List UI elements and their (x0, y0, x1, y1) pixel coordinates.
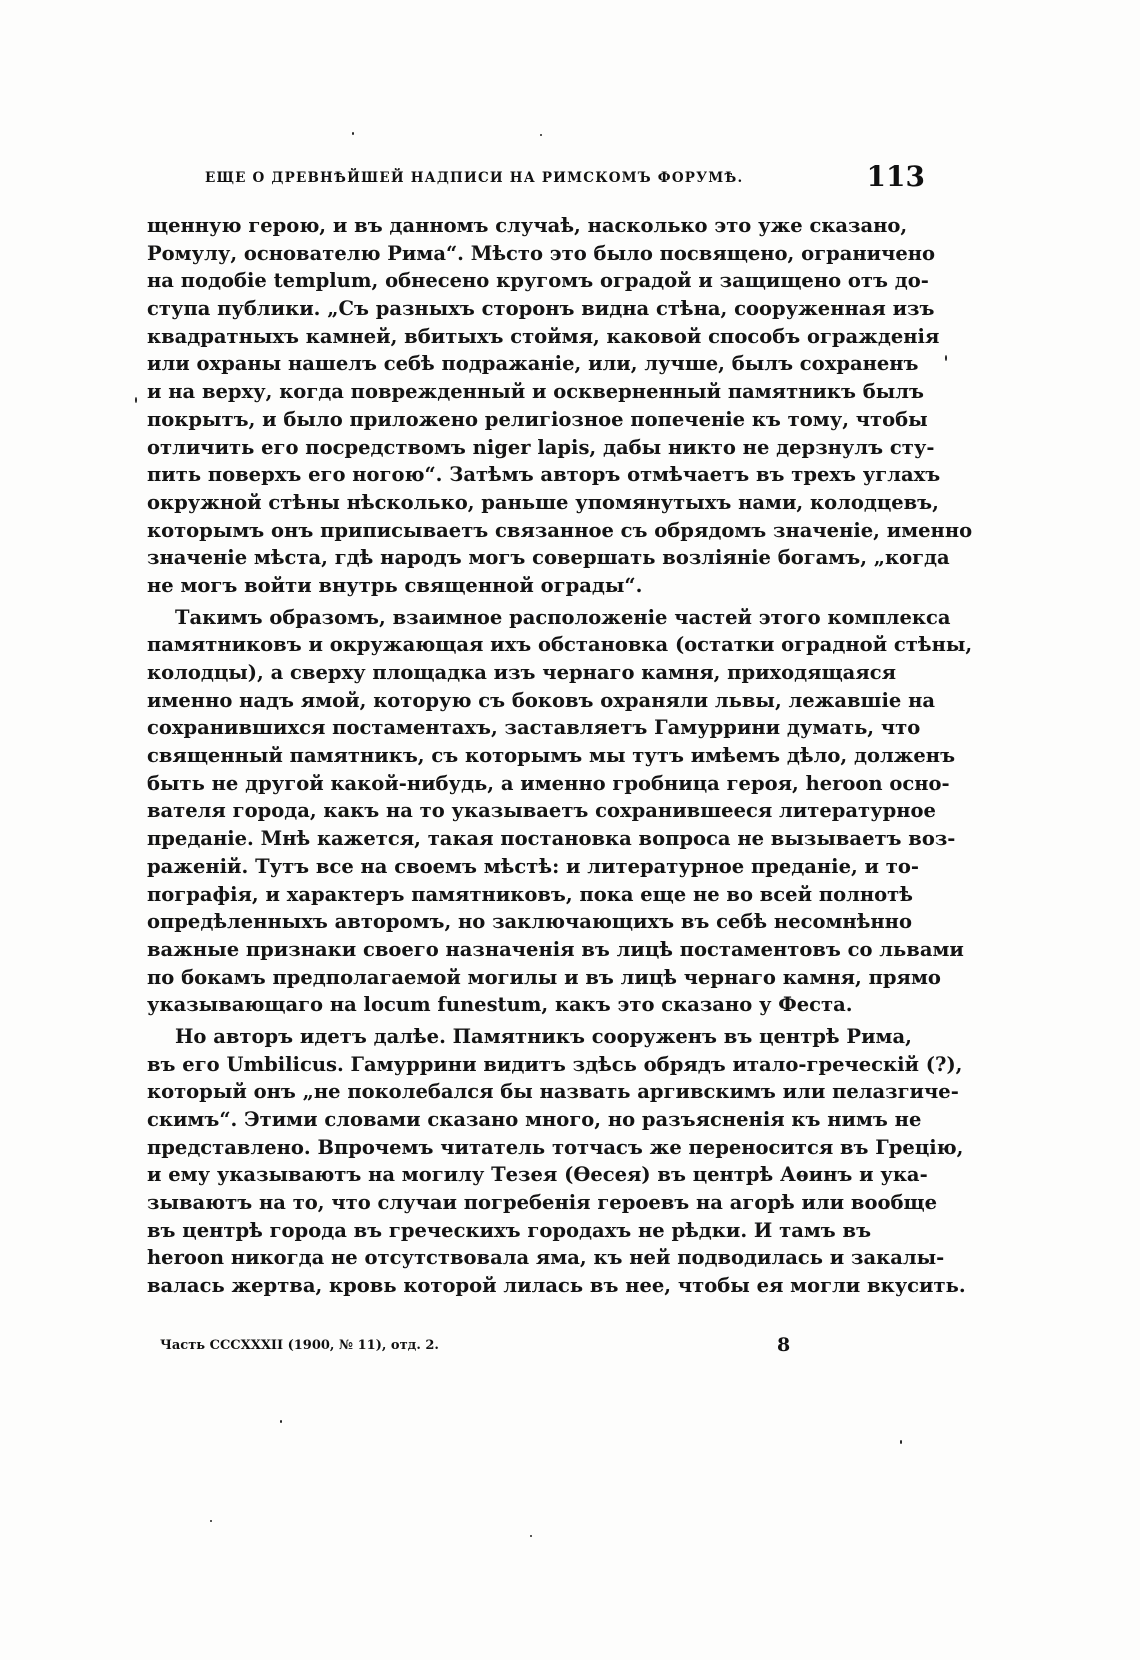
volume-reference: Часть СССХХХII (1900, № 11), отд. 2. (160, 1338, 439, 1353)
text-line: въ его Umbilicus. Гамуррини видитъ здѣсь обрядъ итало-греческій (?), (147, 1052, 963, 1076)
scan-speck (352, 132, 354, 135)
text-line: священный памятникъ, съ которымъ мы тутъ имѣемъ дѣло, долженъ (147, 744, 956, 768)
text-line: опредѣленныхъ авторомъ, но заключающихъ въ себѣ несомнѣнно (147, 910, 912, 934)
text-line: зываютъ на то, что случаи погребенія героевъ на агорѣ или вообще (147, 1191, 937, 1215)
paragraph-1 (147, 212, 973, 600)
text-line: значеніе мѣста, гдѣ народъ могъ совершать возліяніе богамъ, „когда (147, 546, 950, 570)
text-line: отличить его посредствомъ niger lapis, дабы никто не дерзнулъ сту- (147, 435, 935, 459)
text-line: важные признаки своего назначенія въ лицѣ постаментовъ со львами (147, 937, 964, 961)
text-line: вателя города, какъ на то указываетъ сохранившееся литературное (147, 799, 936, 823)
body-text (147, 212, 973, 1300)
text-line: которымъ онъ приписываетъ связанное съ обрядомъ значеніе, именно (147, 518, 973, 542)
scan-speck (540, 134, 542, 136)
text-line: квадратныхъ камней, вбитыхъ стоймя, каковой способъ огражденія (147, 324, 940, 348)
text-line: пографія, и характеръ памятниковъ, пока еще не во всей полнотѣ (147, 882, 913, 906)
page-number: 113 (866, 160, 925, 193)
text-line: быть не другой какой-нибудь, а именно гробница героя, heroon осно- (147, 771, 950, 795)
text-line: памятниковъ и окружающая ихъ обстановка (остатки оградной стѣны, (147, 633, 973, 657)
scan-speck (210, 1520, 212, 1522)
text-line: въ центрѣ города въ греческихъ городахъ не рѣдки. И тамъ въ (147, 1218, 872, 1242)
text-line: или охраны нашелъ себѣ подражаніе, или, лучше, былъ сохраненъ (147, 352, 919, 376)
text-line: Ромулу, основателю Рима“. Мѣсто это было посвящено, ограничено (147, 241, 936, 265)
page-header (205, 160, 925, 200)
text-line: раженій. Тутъ все на своемъ мѣстѣ: и литературное преданіе, и то- (147, 854, 919, 878)
text-line: представлено. Впрочемъ читатель тотчасъ же переносится въ Грецію, (147, 1135, 964, 1159)
text-line: Такимъ образомъ, взаимное расположеніе частей этого комплекса (175, 605, 951, 629)
text-line: колодцы), а сверху площадка изъ чернаго камня, приходящаяся (147, 661, 897, 684)
text-line: который онъ „не поколебался бы назвать аргивскимъ или пелазгиче- (147, 1080, 959, 1104)
text-line: преданіе. Мнѣ кажется, такая постановка вопроса не вызываетъ воз- (147, 827, 956, 851)
paragraph-3 (147, 1023, 966, 1300)
text-line: Но авторъ идетъ далѣе. Памятникъ сооруженъ въ центрѣ Рима, (175, 1024, 912, 1048)
text-line: щенную герою, и въ данномъ случаѣ, насколько это уже сказано, (147, 214, 908, 237)
text-line: покрытъ, и было приложено религіозное попеченіе къ тому, чтобы (147, 407, 928, 431)
scan-speck (135, 397, 137, 403)
text-line: сохранившихся постаментахъ, заставляетъ Гамуррини думать, что (147, 716, 921, 740)
scan-speck (280, 1420, 282, 1423)
text-line: валась жертва, кровь которой лилась въ нее, чтобы ея могли вкусить. (147, 1274, 966, 1298)
running-title: ЕЩЕ О ДРЕВНѢЙШЕЙ НАДПИСИ НА РИМСКОМЪ ФОРУМѢ. (205, 170, 744, 186)
text-line: и ему указываютъ на могилу Тезея (Ѳесея) въ центрѣ Аѳинъ и ука- (147, 1163, 928, 1187)
paragraph-2 (147, 604, 973, 1019)
scan-speck (945, 355, 947, 361)
text-line: окружной стѣны нѣсколько, раньше упомянутыхъ нами, колодцевъ, (147, 490, 939, 514)
scan-speck (900, 1440, 902, 1444)
text-line: скимъ“. Этими словами сказано много, но разъясненія къ нимъ не (147, 1108, 922, 1131)
text-line: указывающаго на locum funestum, какъ это сказано у Феста. (147, 993, 853, 1017)
text-line: и на верху, когда поврежденный и оскверненный памятникъ былъ (147, 380, 924, 404)
text-line: не могъ войти внутрь священной ограды“. (147, 573, 643, 597)
text-line: по бокамъ предполагаемой могилы и въ лицѣ чернаго камня, прямо (147, 965, 941, 989)
text-line: именно надъ ямой, которую съ боковъ охраняли львы, лежавшіе на (147, 688, 936, 712)
text-line: пить поверхъ его ногою“. Затѣмъ авторъ отмѣчаетъ въ трехъ углахъ (147, 463, 941, 487)
scan-speck (530, 1535, 532, 1537)
text-line: на подобіе templum, обнесено кругомъ оградой и защищено отъ до- (147, 269, 929, 293)
signature-mark: 8 (777, 1334, 791, 1356)
text-line: heroon никогда не отсутствовала яма, къ ней подводилась и закалы- (147, 1246, 945, 1270)
text-line: ступа публики. „Съ разныхъ сторонъ видна стѣна, сооруженная изъ (147, 297, 935, 321)
page-footer (160, 1334, 800, 1364)
